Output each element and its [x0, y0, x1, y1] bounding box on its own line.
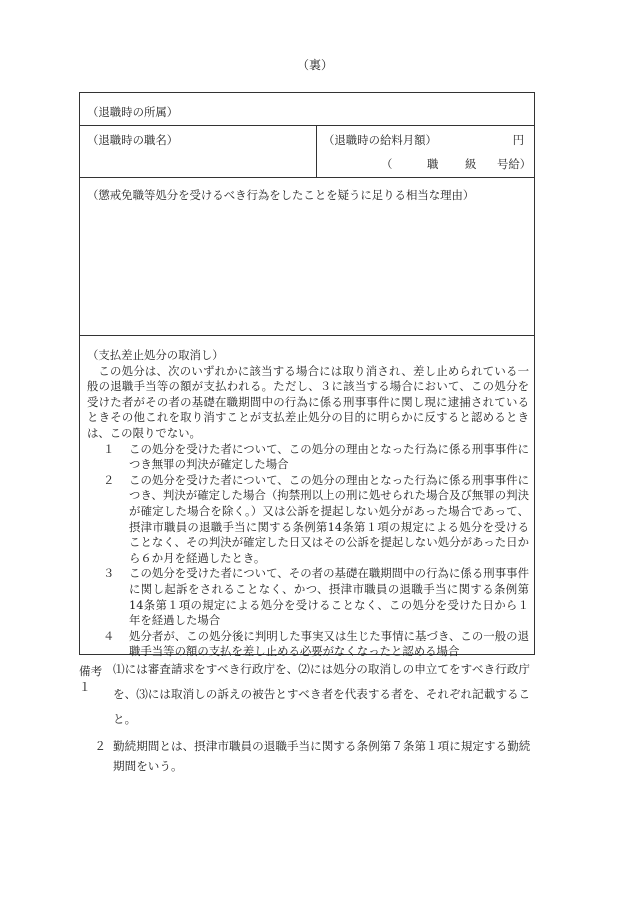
salary-label: （退職時の給料月額） — [323, 133, 437, 147]
reason-label: （懲戒免職等処分を受けるべき行為をしたことを疑うに足りる相当な理由） — [87, 188, 475, 202]
item-text: この処分を受けた者について、この処分の理由となった行為に係る刑事事件につき無罪の判決が確定した場合 — [129, 441, 529, 472]
grade-gokyu: 号給） — [497, 157, 532, 171]
item-number: ３ — [103, 566, 115, 581]
grade-open-paren: （ — [381, 157, 393, 171]
item-number: １ — [103, 441, 115, 456]
remark-1 — [79, 663, 537, 732]
remark-2 — [79, 736, 537, 776]
remark-1-text: ⑴には審査請求をすべき行政庁を、⑵には処分の取消しの申立てをすべき行政庁を、⑶には取消しの訴えの被告とすべき者を代表する者を、それぞれ記載すること。 — [113, 662, 531, 726]
item-text: この処分を受けた者について、この処分の理由となった行為に係る刑事事件につき、判決が確定した場合（拘禁刑以上の刑に処せられた場合及び無罪の判決が確定した場合を除く。）又は公訴を提起しない処分があった場合であって、摂津市職員の退職手当に関する条例第14条第１項の規定による処分を受けることなく、その判決が確定した日又はその公訴を提起しない処分があった日から６か月を経過したとき。 — [129, 472, 529, 565]
yen-unit: 円 — [512, 133, 524, 147]
item-text: この処分を受けた者について、その者の基礎在職期間中の行為に係る刑事事件に関し起訴をされることなく、かつ、摂津市職員の退職手当に関する条例第14条第１項の規定による処分を受けることなく、この処分を受けた日から１年を経過した場合 — [129, 566, 529, 628]
affiliation-row — [80, 93, 534, 126]
grade-kyu: 級 — [465, 157, 477, 171]
list-item — [87, 629, 529, 660]
list-item — [87, 566, 529, 628]
list-item — [87, 473, 529, 567]
salary-cell — [317, 126, 534, 177]
page-title: （裏） — [296, 58, 333, 72]
suspension-intro: この処分は、次のいずれかに該当する場合には取り消され、差し止められている一般の退職手当等の額が支払われる。ただし、３に該当する場合において、この処分を受けた者がその者の基礎在職期間中の行為に係る刑事事件に関し現に逮捕されているときその他これを取り消すことが支払差止処分の目的に明らかに反すると認めるときは、この限りでない。 — [87, 363, 529, 440]
list-item — [87, 442, 529, 473]
remarks-heading: 備考１ — [79, 664, 103, 694]
item-number: ４ — [103, 628, 115, 643]
item-text: 処分者が、この処分後に判明した事実又は生じた事情に基づき、この一般の退職手当等の額の支払を差し止める必要がなくなったと認める場合 — [129, 628, 529, 659]
grade-shoku: 職 — [427, 157, 439, 171]
suspension-row — [80, 336, 534, 659]
remark-2-number: ２ — [94, 739, 106, 753]
position-label: （退職時の職名） — [87, 133, 179, 147]
position-row — [80, 126, 534, 178]
item-number: ２ — [103, 472, 115, 487]
remark-2-text: 勤続期間とは、摂津市職員の退職手当に関する条例第７条第１項に規定する勤続期間をいう。 — [113, 739, 531, 773]
affiliation-label: （退職時の所属） — [87, 105, 179, 119]
remarks — [79, 663, 537, 776]
position-cell — [80, 126, 317, 177]
suspension-heading: （支払差止処分の取消し） — [87, 348, 224, 362]
reason-row — [80, 178, 534, 336]
form-table — [79, 92, 535, 659]
suspension-text — [87, 348, 529, 660]
